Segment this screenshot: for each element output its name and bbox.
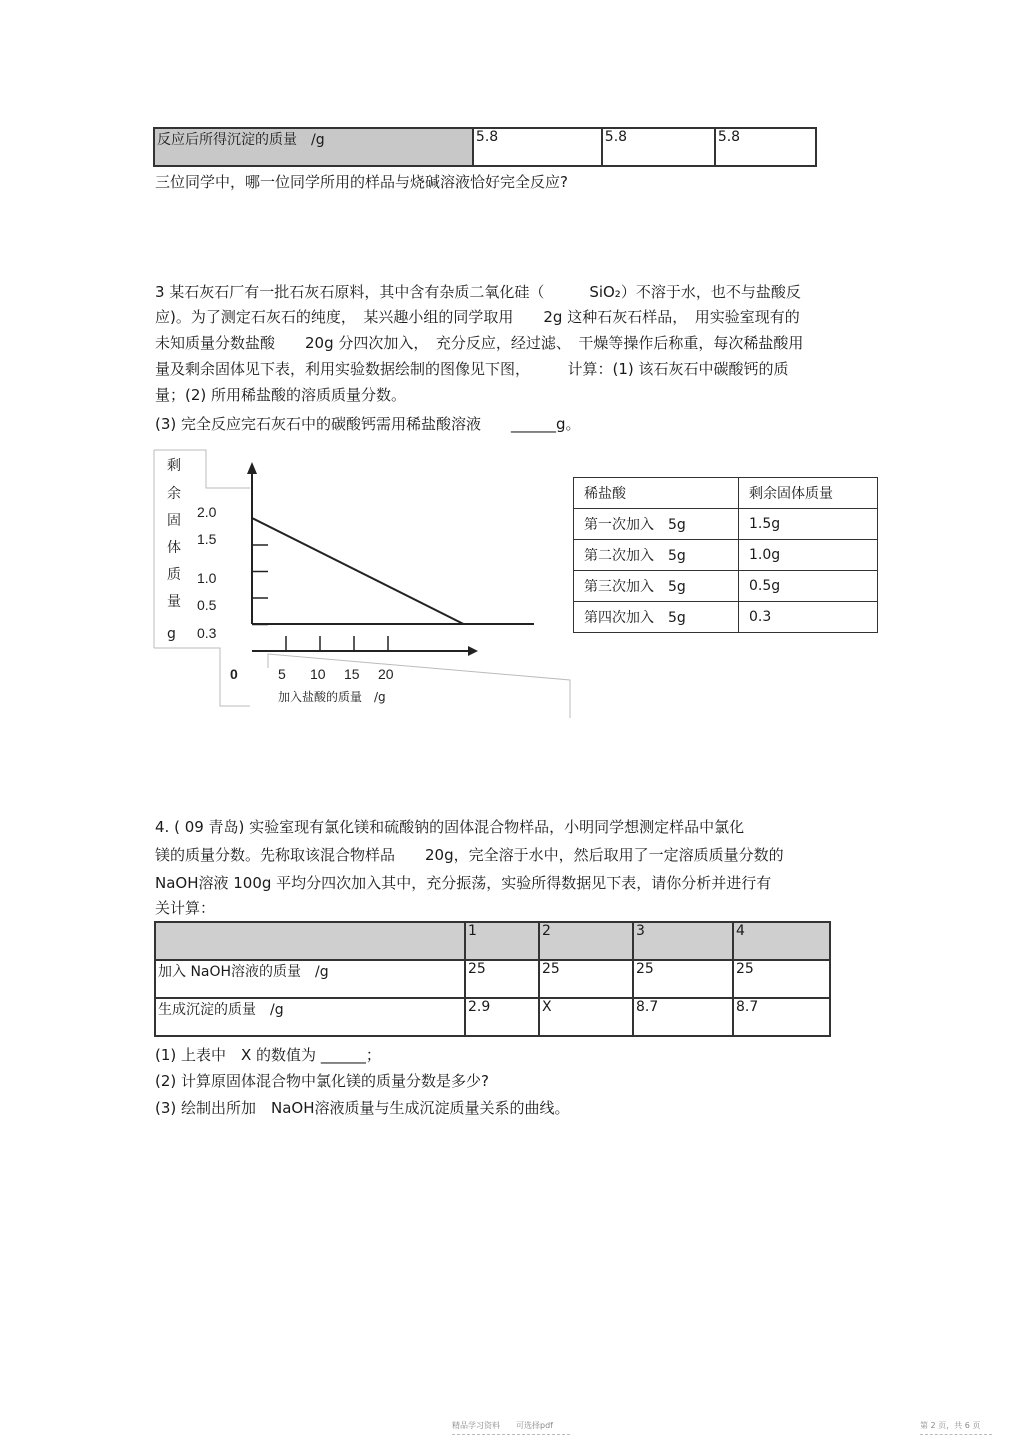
q3-text-line: 量；(2) 所用稀盐酸的溶质质量分数。 [155,386,407,404]
x-tick-label: 5 [278,666,286,682]
table-cell: 25 [633,960,733,998]
column-header: 稀盐酸 [574,478,739,509]
table-row-label: 反应后所得沉淀的质量 /g [154,128,473,166]
y-axis-label-char: g [167,626,176,642]
y-axis-label-char: 质 [167,567,181,583]
y-axis-label-char: 余 [167,486,181,502]
x-tick-label: 10 [310,666,326,682]
footer-right: 第 2 页，共 6 页 [920,1421,981,1430]
table-row [154,128,816,166]
column-header: 剩余固体质量 [739,478,878,509]
q4-question: (1) 上表中 X 的数值为 ______； [155,1046,381,1064]
table-header-row [155,922,830,960]
data-series-line [252,518,534,624]
y-axis-arrow-icon [247,462,257,474]
table-cell: 8.7 [633,998,733,1036]
table-cell: 5.8 [602,128,715,166]
y-tick-label: 1.0 [197,570,217,586]
footer-divider [452,1434,570,1435]
y-axis-label-char: 固 [167,513,181,529]
q3-text-line: 量及剩余固体见下表，利用实验数据绘制的图像见下图， 计算：(1) 该石灰石中碳酸钙的质 [155,360,789,378]
table-row [574,571,878,602]
table-cell: 第三次加入 5g [574,571,739,602]
q4-question: (3) 绘制出所加 NaOH溶液质量与生成沉淀质量关系的曲线。 [155,1099,570,1117]
q3-text-line: 未知质量分数盐酸 20g 分四次加入， 充分反应，经过滤、 干燥等操作后称重，每次稀盐酸用 [155,334,804,352]
table-row-label: 生成沉淀的质量 /g [155,998,465,1036]
table-row [574,540,878,571]
table-header-row [574,478,878,509]
table-cell: 2.9 [465,998,539,1036]
table-row [155,998,830,1036]
q2-question: 三位同学中，哪一位同学所用的样品与烧碱溶液恰好完全反应? [155,173,568,191]
y-tick-label: 2.0 [197,504,217,520]
table-row [574,509,878,540]
table-cell: 5.8 [473,128,602,166]
y-tick-label: 0.5 [197,597,217,613]
x-axis-label: 加入盐酸的质量 /g [278,690,386,704]
y-axis-label-char: 体 [167,540,181,556]
column-header: 2 [539,922,633,960]
q2-result-table [153,127,817,167]
q3-data-table [573,477,878,633]
table-cell: 第二次加入 5g [574,540,739,571]
q3-text-line: (3) 完全反应完石灰石中的碳酸钙需用稀盐酸溶液 ______g。 [155,415,581,433]
footer-left: 精品学习资料 可选择pdf [452,1421,553,1430]
y-tick-label: 1.5 [197,531,217,547]
q4-question: (2) 计算原固体混合物中氯化镁的质量分数是多少? [155,1072,489,1090]
table-cell: X [539,998,633,1036]
q4-text-line: 关计算： [155,899,216,917]
q3-text-line: 应)。为了测定石灰石的纯度， 某兴趣小组的同学取用 2g 这种石灰石样品， 用实验室现有的 [155,308,800,326]
q4-text-line: 4. ( 09 青岛) 实验室现有氯化镁和硫酸钠的固体混合物样品，小明同学想测定样品中氯化 [155,818,745,836]
table-row-label: 加入 NaOH溶液的质量 /g [155,960,465,998]
column-header: 3 [633,922,733,960]
table-cell: 0.3 [739,602,878,633]
y-axis-label-char: 剩 [167,458,181,474]
x-tick-label: 20 [378,666,394,682]
q4-data-table [154,921,831,1037]
y-axis-label-char: 量 [167,594,181,610]
table-row [155,960,830,998]
table-cell: 0.5g [739,571,878,602]
table-cell: 第四次加入 5g [574,602,739,633]
y-tick-label: 0.3 [197,625,217,641]
q3-text-line: 3 某石灰石厂有一批石灰石原料，其中含有杂质二氧化硅（ SiO₂）不溶于水，也不与盐酸反 [155,283,801,301]
table-cell: 1.5g [739,509,878,540]
q4-text-line: 镁的质量分数。先称取该混合物样品 20g，完全溶于水中，然后取用了一定溶质质量分数的 [155,846,784,864]
x-tick-label: 15 [344,666,360,682]
footer-divider [920,1434,992,1435]
table-cell: 25 [539,960,633,998]
table-cell: 8.7 [733,998,830,1036]
origin-label: 0 [230,666,238,682]
x-axis-arrow-icon [468,646,478,656]
q4-text-line: NaOH溶液 100g 平均分四次加入其中，充分振荡，实验所得数据见下表，请你分析并进行有 [155,874,772,892]
column-header [155,922,465,960]
table-cell: 第一次加入 5g [574,509,739,540]
table-cell: 1.0g [739,540,878,571]
column-header: 4 [733,922,830,960]
column-header: 1 [465,922,539,960]
table-cell: 5.8 [715,128,816,166]
table-cell: 25 [465,960,539,998]
table-cell: 25 [733,960,830,998]
table-row [574,602,878,633]
q3-chart [150,448,580,720]
